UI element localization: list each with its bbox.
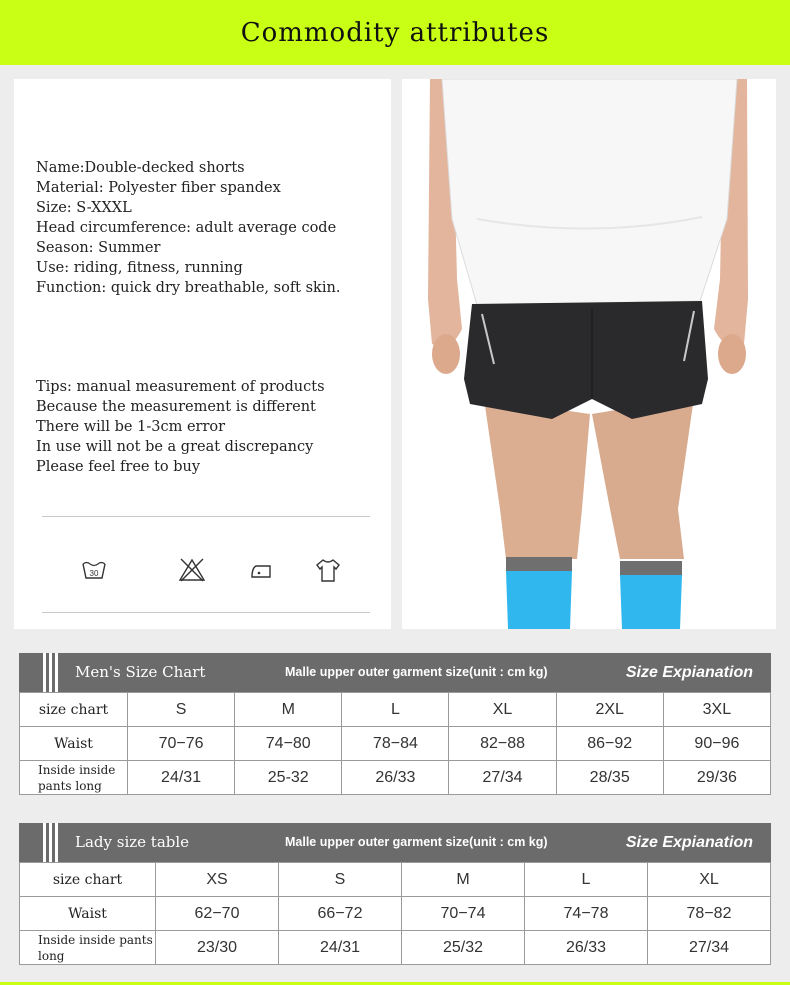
row-label: Inside inside pants long <box>20 761 128 795</box>
mens-table-explanation: Size Expianation <box>625 664 753 681</box>
table-cell: L <box>342 693 449 727</box>
table-cell: XL <box>449 693 556 727</box>
attributes-panel <box>14 79 391 629</box>
attribute-season: Season: Summer <box>36 240 161 256</box>
table-cell: 25/32 <box>402 931 525 965</box>
product-photo <box>402 79 776 629</box>
shirt-icon <box>314 556 342 584</box>
table-row <box>20 863 771 897</box>
table-cell: M <box>235 693 342 727</box>
table-cell: 74−78 <box>525 897 648 931</box>
model-shorts-illustration <box>402 79 776 629</box>
iron-icon <box>246 556 274 584</box>
table-cell: M <box>402 863 525 897</box>
table-cell: XL <box>648 863 771 897</box>
wash-temp-label: 30 <box>89 569 99 578</box>
tip-line: Tips: manual measurement of products <box>36 379 325 395</box>
row-label: size chart <box>20 693 128 727</box>
header-stripes <box>43 653 59 692</box>
table-cell: 2XL <box>556 693 663 727</box>
lady-table-subtitle: Malle upper outer garment size(unit : cm kg) <box>285 835 548 849</box>
attribute-head: Head circumference: adult average code <box>36 220 337 236</box>
divider <box>42 612 370 613</box>
row-label: Inside inside pants long <box>20 931 156 965</box>
table-cell: 26/33 <box>525 931 648 965</box>
header-title: Commodity attributes <box>240 17 550 48</box>
table-cell: 70−74 <box>402 897 525 931</box>
attribute-name: Name:Double-decked shorts <box>36 160 245 176</box>
table-cell: 74−80 <box>235 727 342 761</box>
table-cell: 23/30 <box>156 931 279 965</box>
tip-line: Because the measurement is different <box>36 399 316 415</box>
lady-size-table <box>19 862 771 965</box>
tip-line: There will be 1-3cm error <box>36 419 226 435</box>
table-cell: 27/34 <box>449 761 556 795</box>
lady-table-explanation: Size Expianation <box>625 834 753 851</box>
page-header <box>0 0 790 65</box>
tip-line: In use will not be a great discrepancy <box>36 439 314 455</box>
tips-list <box>36 377 325 477</box>
table-cell: XS <box>156 863 279 897</box>
table-cell: 29/36 <box>663 761 770 795</box>
table-cell: 27/34 <box>648 931 771 965</box>
table-cell: 25-32 <box>235 761 342 795</box>
row-label: Waist <box>20 727 128 761</box>
table-cell: 24/31 <box>128 761 235 795</box>
table-cell: 70−76 <box>128 727 235 761</box>
table-cell: 86−92 <box>556 727 663 761</box>
table-cell: S <box>128 693 235 727</box>
table-cell: 62−70 <box>156 897 279 931</box>
mens-size-table <box>19 692 771 795</box>
table-row <box>20 897 771 931</box>
no-bleach-icon <box>178 556 206 584</box>
divider <box>42 516 370 517</box>
attribute-size: Size: S-XXXL <box>36 200 132 216</box>
mens-table-header <box>19 653 771 692</box>
table-cell: 66−72 <box>279 897 402 931</box>
table-row <box>20 727 771 761</box>
wash-30-icon <box>80 556 108 584</box>
table-cell: 78−84 <box>342 727 449 761</box>
lady-table-title: Lady size table <box>75 833 190 851</box>
row-label: size chart <box>20 863 156 897</box>
mens-table-subtitle: Malle upper outer garment size(unit : cm kg) <box>285 665 548 679</box>
table-cell: 26/33 <box>342 761 449 795</box>
header-stripes <box>43 823 59 862</box>
table-row <box>20 931 771 965</box>
attribute-function: Function: quick dry breathable, soft skin. <box>36 280 341 296</box>
table-cell: 90−96 <box>663 727 770 761</box>
table-cell: 28/35 <box>556 761 663 795</box>
tip-line: Please feel free to buy <box>36 459 201 475</box>
table-cell: 24/31 <box>279 931 402 965</box>
table-cell: S <box>279 863 402 897</box>
row-label: Waist <box>20 897 156 931</box>
attribute-material: Material: Polyester fiber spandex <box>36 180 281 196</box>
lady-table-header <box>19 823 771 862</box>
table-row <box>20 761 771 795</box>
table-cell: 78−82 <box>648 897 771 931</box>
attribute-use: Use: riding, fitness, running <box>36 260 243 276</box>
mens-table-title: Men's Size Chart <box>75 663 206 681</box>
table-row <box>20 693 771 727</box>
table-cell: L <box>525 863 648 897</box>
table-cell: 3XL <box>663 693 770 727</box>
attributes-list <box>36 158 340 298</box>
table-cell: 82−88 <box>449 727 556 761</box>
